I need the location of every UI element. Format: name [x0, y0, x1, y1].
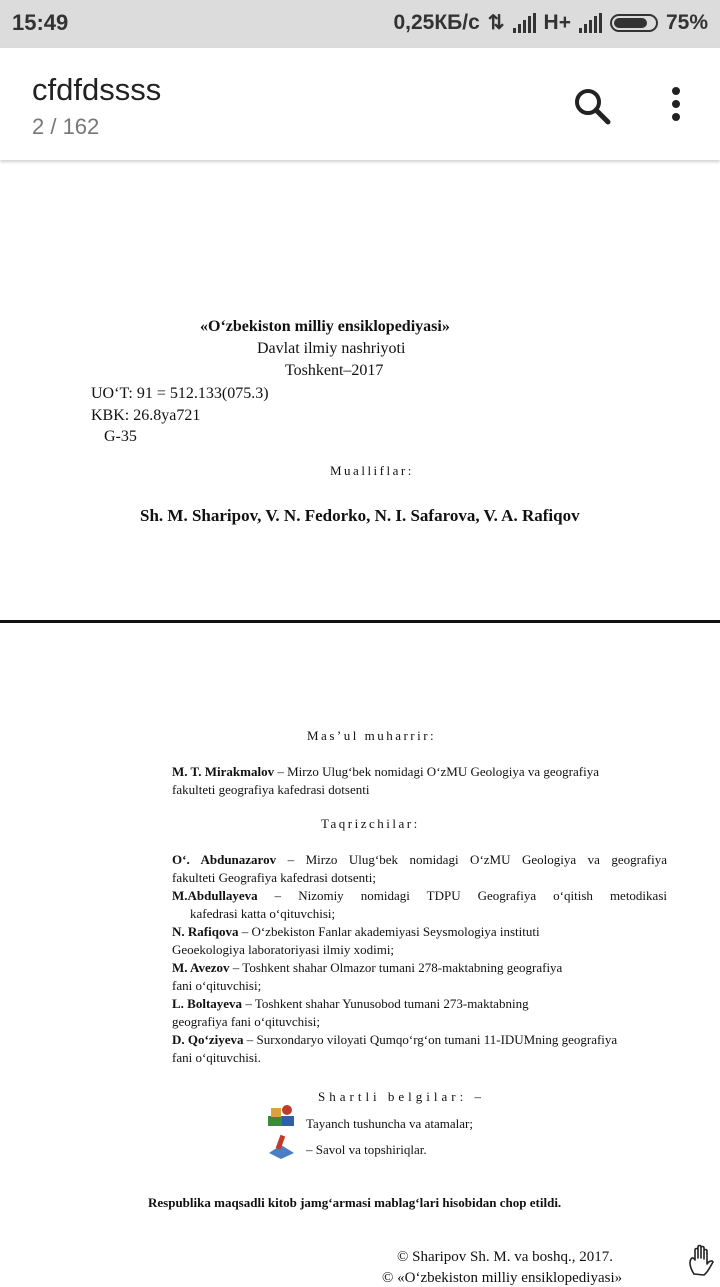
battery-level: 75%	[665, 10, 708, 34]
reviewer-line: N. Rafiqova – O‘zbekiston Fanlar akademiyasi Seysmologiya instituti	[172, 924, 540, 939]
legend-heading: Shartli belgilar: –	[318, 1089, 485, 1104]
reviewer-line: geografiya fani o‘qituvchisi;	[172, 1014, 321, 1029]
status-bar	[0, 0, 720, 48]
udc-code: UO‘T: 91 = 512.133(075.3)	[91, 385, 269, 402]
questions-tasks-icon	[267, 1133, 295, 1159]
page-indicator: 2 / 162	[32, 114, 100, 139]
reviewers-heading: Taqrizchilar:	[321, 816, 420, 831]
status-time: 15:49	[12, 10, 69, 35]
reviewer-line: Geoekologiya laboratoriyasi ilmiy xodimi;	[172, 942, 395, 957]
editor-name: M. T. Mirakmalov	[172, 764, 275, 779]
battery-icon	[610, 14, 658, 32]
reviewer-line: D. Qo‘ziyeva – Surxondaryo viloyati Qumqo‘rg‘on tumani 11-IDUMning geografiya	[172, 1032, 618, 1047]
document-title: cfdfdssss	[32, 72, 162, 107]
search-icon[interactable]	[570, 84, 614, 128]
status-indicators	[393, 10, 708, 35]
reviewers-list	[172, 851, 667, 1067]
net-speed: 0,25КБ/с	[393, 10, 480, 34]
reviewer-line: L. Boltayeva – Toshkent shahar Yunusobod tumani 273-maktabning	[172, 996, 529, 1011]
reviewer-line: fani o‘qituvchisi;	[172, 978, 262, 993]
network-type: H+	[543, 10, 571, 34]
reviewer-line: M.Abdullayeva – Nizomiy nomidagi TDPU Geografiya o‘qitish metodikasi	[172, 888, 667, 903]
more-vert-icon[interactable]	[660, 84, 692, 128]
authors-list: Sh. M. Sharipov, V. N. Fedorko, N. I. Safarova, V. A. Rafiqov	[140, 506, 580, 525]
reviewer-line: kafedrasi katta o‘qituvchisi;	[190, 906, 336, 921]
reviewer-line: O‘. Abdunazarov – Mirzo Ulug‘bek nomidagi O‘zMU Geologiya va geografiya	[172, 852, 667, 867]
legend-questions: – Savol va topshiriqlar.	[306, 1142, 427, 1157]
app-bar	[0, 48, 720, 160]
page-divider	[0, 620, 720, 623]
editor-block	[172, 763, 667, 799]
index-code: G-35	[104, 428, 137, 445]
signal-icon-2	[579, 13, 602, 33]
funding-note: Respublika maqsadli kitob jamg‘armasi mablag‘lari hisobidan chop etildi.	[148, 1195, 562, 1210]
signal-icon	[513, 13, 536, 33]
reviewer-line: fani o‘qituvchisi.	[172, 1050, 261, 1065]
key-concepts-icon	[267, 1102, 295, 1128]
city-year: Toshkent–2017	[285, 362, 384, 379]
editor-desc: – Mirzo Ulug‘bek nomidagi O‘zMU Geologiya va geografiya	[274, 764, 599, 779]
reviewer-line: M. Avezov – Toshkent shahar Olmazor tumani 278-maktabning geografiya	[172, 960, 563, 975]
editor-desc-2: fakulteti geografiya kafedrasi dotsenti	[172, 782, 370, 797]
publisher-name: «O‘zbekiston milliy ensiklopediyasi»	[200, 318, 450, 335]
copyright-authors: © Sharipov Sh. M. va boshq., 2017.	[397, 1249, 613, 1265]
reviewer-line: fakulteti Geografiya kafedrasi dotsenti;	[172, 870, 376, 885]
legend-key-concepts: Tayanch tushuncha va atamalar;	[306, 1116, 473, 1131]
hand-tool-icon[interactable]	[686, 1244, 718, 1278]
publisher-sub: Davlat ilmiy nashriyoti	[257, 340, 406, 357]
bbk-code: KBK: 26.8ya721	[91, 407, 201, 424]
editor-heading: Mas’ul muharrir:	[307, 728, 437, 743]
data-transfer-icon: ⇅	[487, 12, 505, 34]
copyright-publisher: © «O‘zbekiston milliy ensiklopediyasi»	[382, 1270, 623, 1286]
authors-heading: Mualliflar:	[330, 463, 414, 478]
